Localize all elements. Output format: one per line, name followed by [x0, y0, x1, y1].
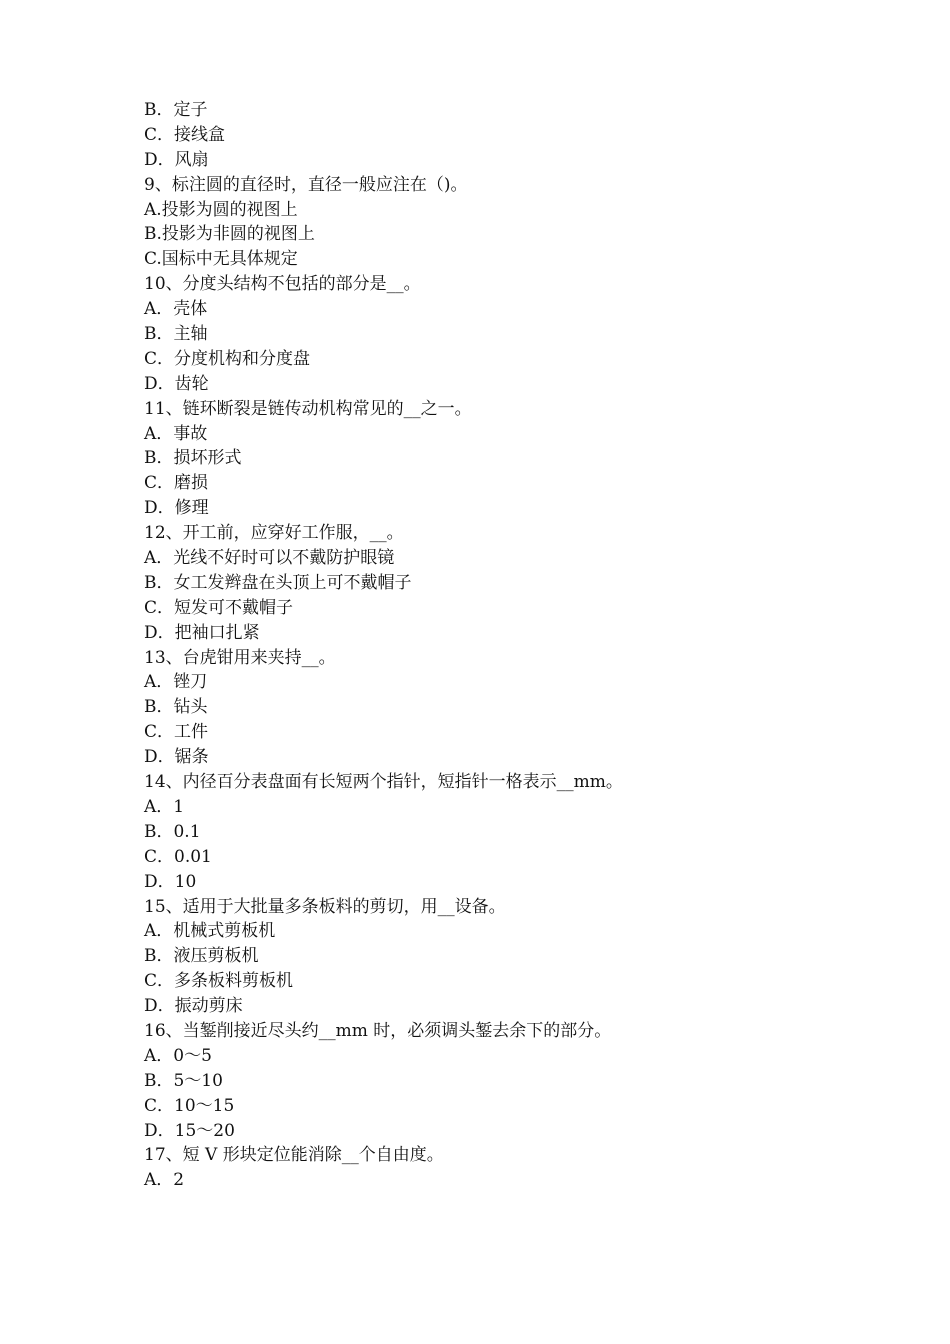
question-line: 11、链环断裂是链传动机构常见的__之一。	[144, 398, 472, 419]
option-line: B．女工发辫盘在头顶上可不戴帽子	[144, 572, 412, 593]
option-line: B.投影为非圆的视图上	[144, 224, 315, 245]
option-line: C．磨损	[144, 473, 209, 494]
option-line: A.投影为圆的视图上	[144, 199, 298, 220]
option-line: A．锉刀	[144, 672, 208, 693]
option-line: B．主轴	[144, 324, 208, 345]
option-line: C．短发可不戴帽子	[144, 597, 294, 618]
question-line: 10、分度头结构不包括的部分是__。	[144, 274, 421, 295]
option-line: D．15～20	[144, 1120, 235, 1141]
option-line: A．机械式剪板机	[144, 921, 276, 942]
option-line: D．锯条	[144, 747, 209, 768]
option-line: B．损坏形式	[144, 448, 242, 469]
option-line: C.国标中无具体规定	[144, 249, 298, 270]
option-line: D．把袖口扎紧	[144, 622, 260, 643]
option-line: C．工件	[144, 722, 209, 743]
option-line: B．0.1	[144, 821, 201, 842]
question-line: 12、开工前，应穿好工作服，__。	[144, 523, 404, 544]
option-line: C．10～15	[144, 1095, 235, 1116]
question-line: 15、适用于大批量多条板料的剪切，用__设备。	[144, 896, 506, 917]
option-line: A．事故	[144, 423, 208, 444]
option-line: A．壳体	[144, 299, 208, 320]
option-line: C．0.01	[144, 846, 212, 867]
option-line: C．接线盒	[144, 124, 226, 145]
option-line: C．分度机构和分度盘	[144, 348, 311, 369]
question-line: 13、台虎钳用来夹持__。	[144, 647, 336, 668]
question-line: 9、标注圆的直径时，直径一般应注在（)。	[144, 174, 468, 195]
option-line: A．1	[144, 796, 185, 817]
option-line: B．钻头	[144, 697, 208, 718]
question-line: 14、内径百分表盘面有长短两个指针，短指针一格表示__mm。	[144, 772, 623, 793]
question-list	[144, 98, 844, 1193]
option-line: D．振动剪床	[144, 996, 243, 1017]
option-line: B．液压剪板机	[144, 946, 259, 967]
option-line: D．风扇	[144, 149, 209, 170]
option-line: D．10	[144, 871, 197, 892]
question-line: 16、当錾削接近尽头约__mm 时，必须调头錾去余下的部分。	[144, 1020, 612, 1041]
option-line: A．光线不好时可以不戴防护眼镜	[144, 548, 395, 569]
option-line: B．定子	[144, 100, 208, 120]
option-line: A．2	[144, 1170, 185, 1191]
option-line: B．5～10	[144, 1070, 223, 1091]
option-line: A．0～5	[144, 1045, 212, 1066]
option-line: D．齿轮	[144, 373, 209, 394]
option-line: C．多条板料剪板机	[144, 971, 294, 992]
question-line: 17、短 V 形块定位能消除__个自由度。	[144, 1145, 444, 1166]
option-line: D．修理	[144, 498, 209, 519]
